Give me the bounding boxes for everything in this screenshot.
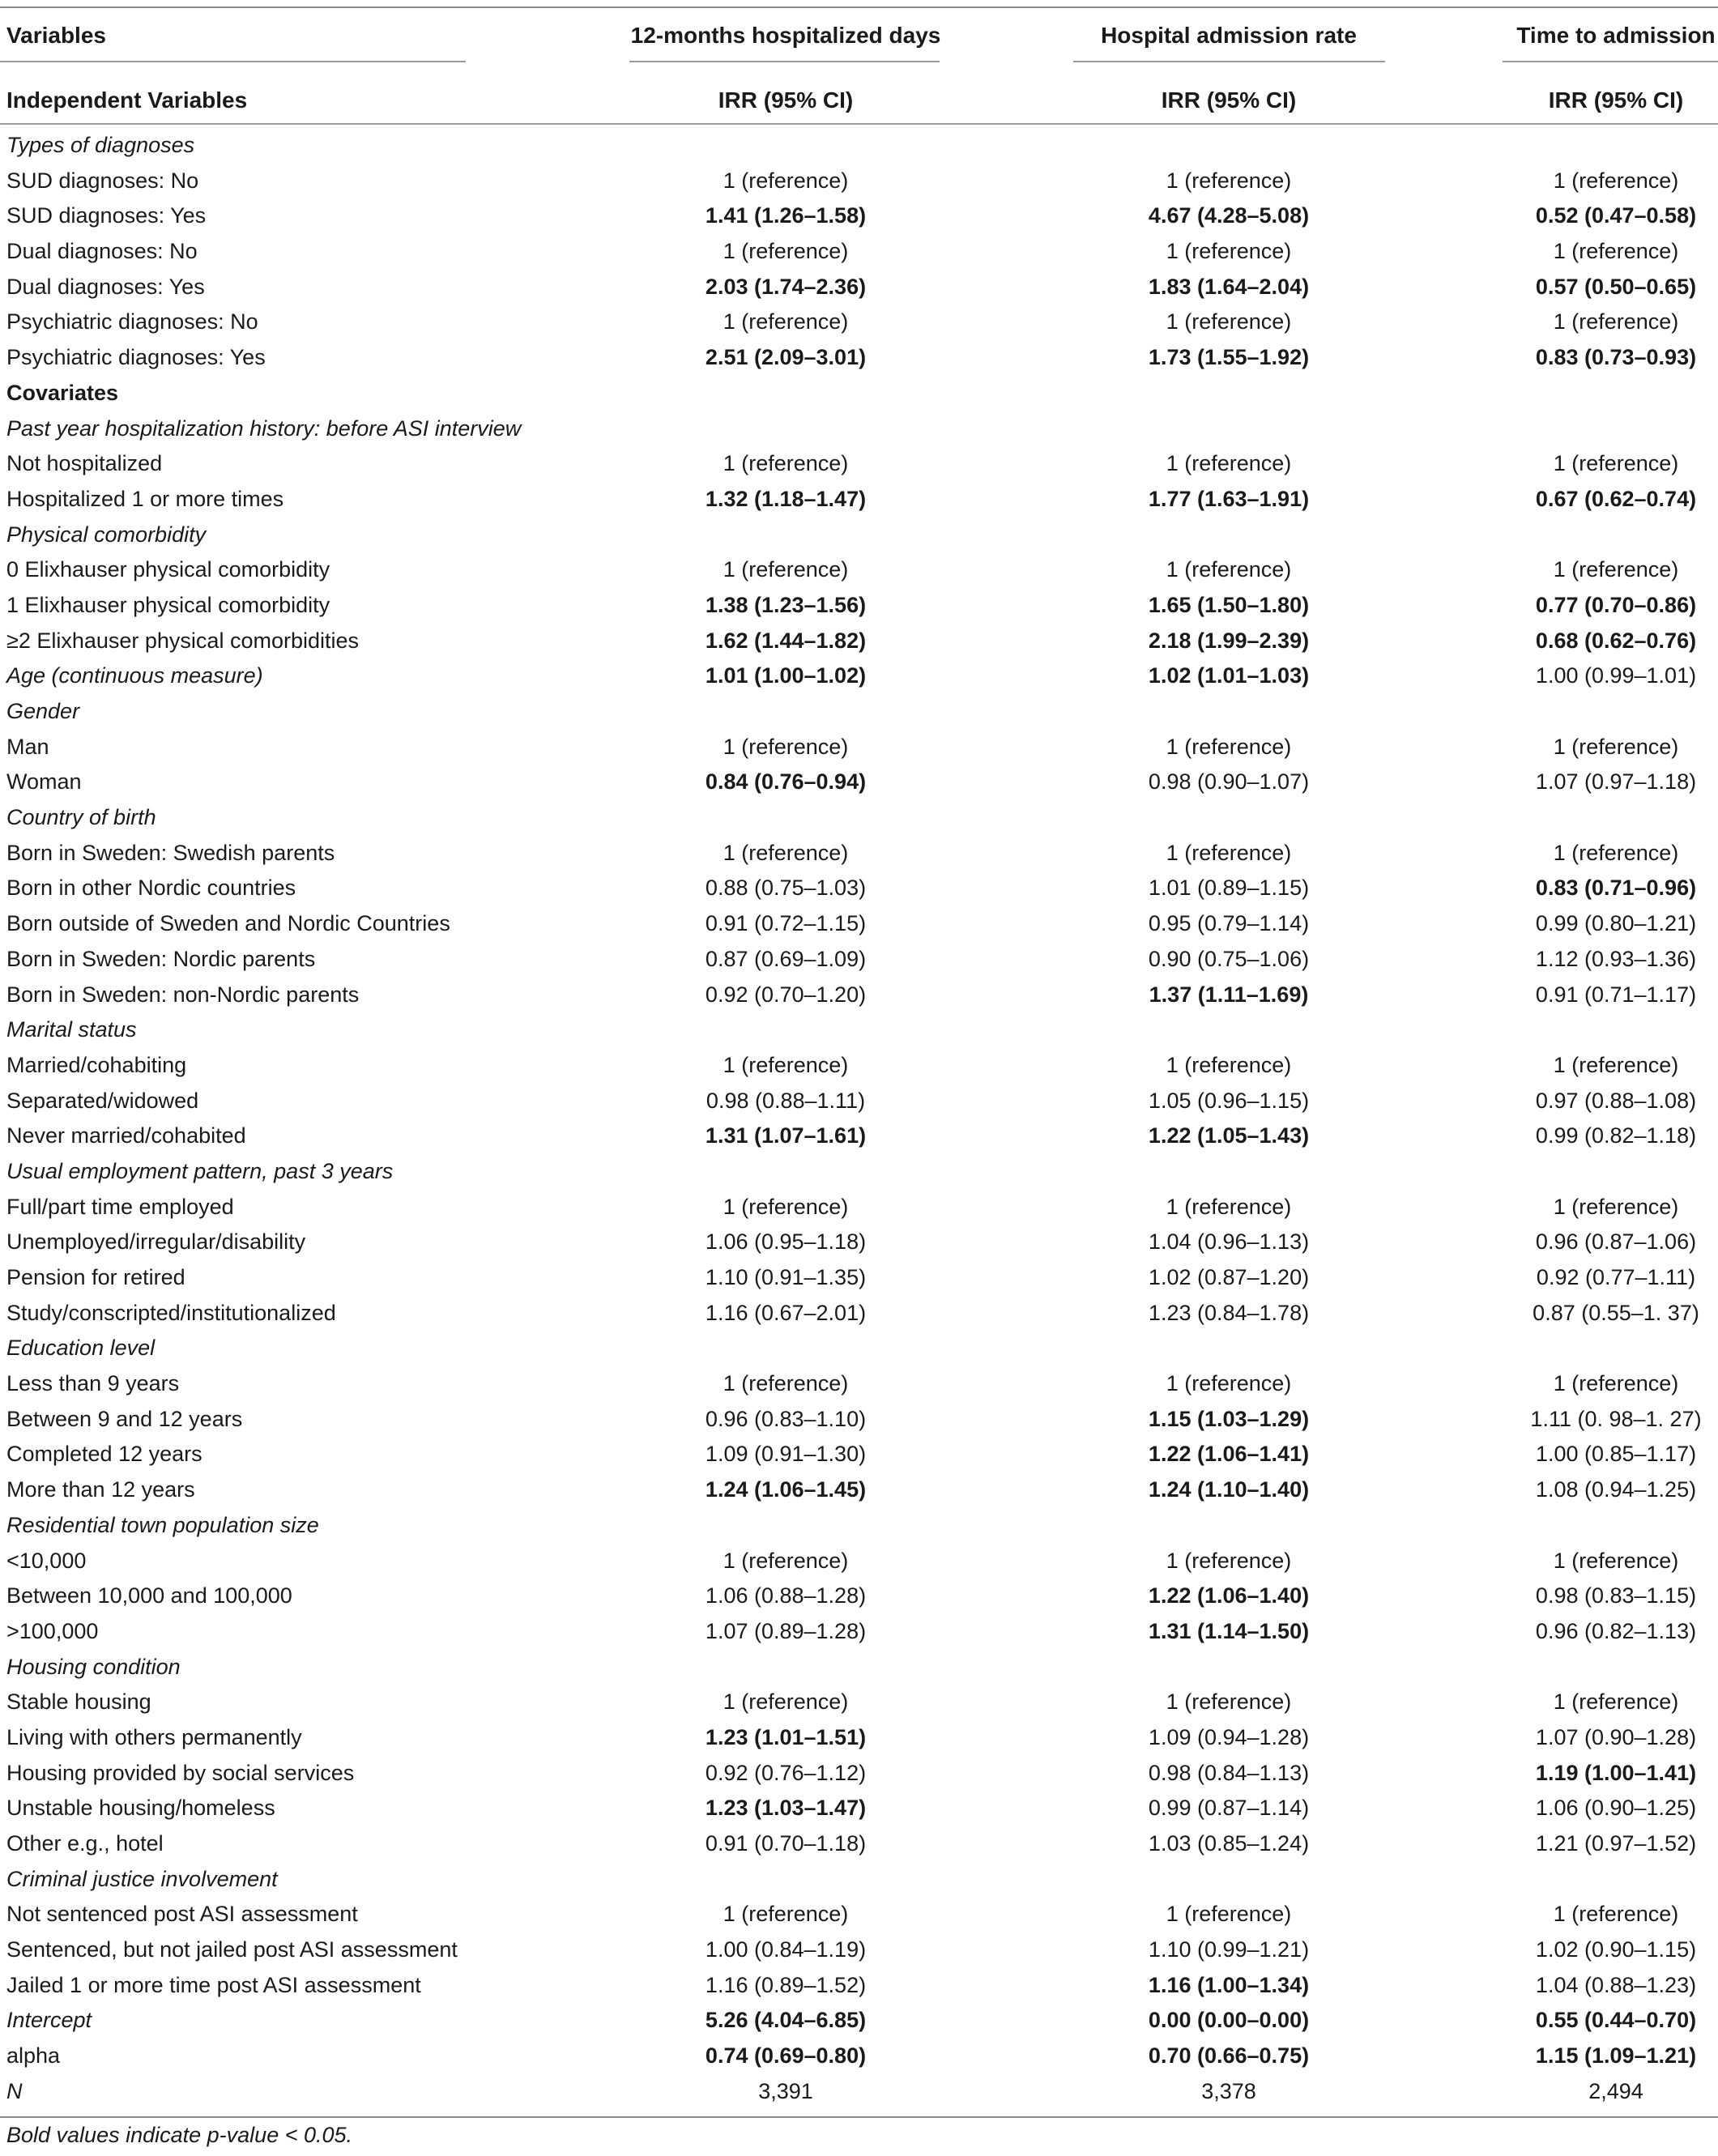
- time-to-admission-value: 1.00 (0.85–1.17): [1535, 1442, 1697, 1467]
- hospitalized-days-value: 0.96 (0.83–1.10): [705, 1406, 867, 1431]
- row-label: Not hospitalized: [6, 451, 163, 476]
- table-body: [0, 130, 1718, 2111]
- row-label: Less than 9 years: [6, 1371, 180, 1396]
- admission-rate-value: 1.10 (0.99–1.21): [1148, 1937, 1310, 1962]
- time-to-admission-value: 0.83 (0.73–0.93): [1535, 345, 1697, 370]
- time-to-admission-value: 1 (reference): [1553, 168, 1679, 193]
- row-label: Between 9 and 12 years: [6, 1406, 243, 1431]
- header-independent-variables: Independent Variables: [6, 87, 248, 113]
- table-row: [0, 554, 1718, 590]
- admission-rate-value: 1 (reference): [1166, 734, 1292, 759]
- hospitalized-days-value: 1.10 (0.91–1.35): [705, 1265, 867, 1289]
- header-row-1: [0, 11, 1718, 68]
- table-row: [0, 1050, 1718, 1085]
- row-label: Types of diagnoses: [6, 133, 195, 157]
- time-to-admission-value: 0.92 (0.77–1.11): [1536, 1265, 1696, 1289]
- time-to-admission-value: 1.11 (0. 98–1. 27): [1530, 1406, 1702, 1431]
- table-row: [0, 1758, 1718, 1793]
- time-to-admission-value: 1 (reference): [1553, 239, 1679, 264]
- time-to-admission-value: 1 (reference): [1553, 1194, 1679, 1219]
- header-irr-2: IRR (95% CI): [1161, 87, 1297, 113]
- table-row: [0, 1580, 1718, 1616]
- admission-rate-value: 1.73 (1.55–1.92): [1148, 345, 1310, 370]
- row-label: Intercept: [6, 2008, 92, 2033]
- table-row: [0, 1864, 1718, 1899]
- admission-rate-value: 0.98 (0.84–1.13): [1148, 1760, 1310, 1785]
- hospitalized-days-value: 1.31 (1.07–1.61): [705, 1123, 867, 1148]
- row-label: 0 Elixhauser physical comorbidity: [6, 557, 330, 582]
- table-row: [0, 625, 1718, 661]
- hospitalized-days-value: 1.00 (0.84–1.19): [705, 1937, 867, 1962]
- row-label: Never married/cohabited: [6, 1123, 246, 1148]
- hospitalized-days-value: 0.88 (0.75–1.03): [705, 876, 867, 901]
- row-label: Marital status: [6, 1017, 137, 1042]
- time-to-admission-value: 1.07 (0.90–1.28): [1535, 1724, 1697, 1749]
- time-to-admission-value: 0.68 (0.62–0.76): [1535, 628, 1697, 653]
- table-row: [0, 979, 1718, 1015]
- row-label: alpha: [6, 2043, 61, 2069]
- header-variables: Variables: [6, 23, 106, 48]
- hospitalized-days-value: 3,391: [758, 2078, 813, 2103]
- admission-rate-value: 1 (reference): [1166, 1902, 1292, 1927]
- hospitalized-days-value: 1.62 (1.44–1.82): [705, 628, 867, 653]
- admission-rate-value: 3,378: [1201, 2078, 1256, 2103]
- header-underline: [1073, 61, 1385, 62]
- admission-rate-value: 1.83 (1.64–2.04): [1148, 274, 1310, 299]
- admission-rate-value: 0.98 (0.90–1.07): [1148, 769, 1310, 795]
- time-to-admission-value: 0.83 (0.71–0.96): [1535, 876, 1697, 901]
- table-row: [0, 1438, 1718, 1474]
- table-row: [0, 1828, 1718, 1864]
- row-label: Covariates: [6, 380, 119, 405]
- time-to-admission-value: 1 (reference): [1553, 840, 1679, 865]
- row-label: Pension for retired: [6, 1265, 185, 1289]
- row-label: Stable housing: [6, 1689, 151, 1715]
- hospitalized-days-value: 2.51 (2.09–3.01): [705, 345, 867, 370]
- table-row: [0, 271, 1718, 307]
- hospitalized-days-value: 1 (reference): [723, 1548, 849, 1573]
- time-to-admission-value: 0.99 (0.80–1.21): [1535, 911, 1697, 936]
- table-row: [0, 908, 1718, 944]
- table-row: [0, 2005, 1718, 2040]
- admission-rate-value: 0.70 (0.66–0.75): [1148, 2043, 1310, 2069]
- admission-rate-value: 1.02 (0.87–1.20): [1148, 1265, 1310, 1289]
- admission-rate-value: 1.15 (1.03–1.29): [1148, 1406, 1310, 1431]
- hospitalized-days-value: 1 (reference): [723, 734, 849, 759]
- table-row: [0, 1545, 1718, 1581]
- hospitalized-days-value: 0.87 (0.69–1.09): [705, 946, 867, 971]
- table-row: [0, 1474, 1718, 1510]
- admission-rate-value: 1.04 (0.96–1.13): [1148, 1229, 1310, 1255]
- row-label: Sentenced, but not jailed post ASI assessment: [6, 1937, 458, 1962]
- row-label: Born in Sweden: Nordic parents: [6, 946, 316, 971]
- admission-rate-value: 1.37 (1.11–1.69): [1149, 982, 1309, 1007]
- time-to-admission-value: 1 (reference): [1553, 1371, 1679, 1396]
- time-to-admission-value: 1.08 (0.94–1.25): [1535, 1477, 1697, 1502]
- time-to-admission-value: 1 (reference): [1553, 451, 1679, 476]
- table-row: [0, 236, 1718, 271]
- time-to-admission-value: 0.87 (0.55–1. 37): [1533, 1300, 1699, 1325]
- time-to-admission-value: 2,494: [1588, 2078, 1643, 2103]
- hospitalized-days-value: 1 (reference): [723, 1371, 849, 1396]
- table-row: [0, 448, 1718, 484]
- hospitalized-days-value: 1 (reference): [723, 1052, 849, 1077]
- row-label: Other e.g., hotel: [6, 1831, 164, 1856]
- hospitalized-days-value: 1 (reference): [723, 451, 849, 476]
- admission-rate-value: 1 (reference): [1166, 840, 1292, 865]
- hospitalized-days-value: 0.92 (0.76–1.12): [705, 1760, 867, 1785]
- table-row: [0, 590, 1718, 625]
- time-to-admission-value: 1 (reference): [1553, 1689, 1679, 1715]
- hospitalized-days-value: 1.38 (1.23–1.56): [705, 592, 867, 617]
- time-to-admission-value: 1.15 (1.09–1.21): [1535, 2043, 1697, 2069]
- time-to-admission-value: 1 (reference): [1553, 1902, 1679, 1927]
- admission-rate-value: 1 (reference): [1166, 451, 1292, 476]
- header-underline: [629, 61, 940, 62]
- bottom-rule: [0, 2116, 1718, 2118]
- admission-rate-value: 1.22 (1.06–1.40): [1148, 1583, 1310, 1608]
- row-label: Born in Sweden: Swedish parents: [6, 840, 335, 865]
- time-to-admission-value: 0.96 (0.87–1.06): [1535, 1229, 1697, 1255]
- admission-rate-value: 1.16 (1.00–1.34): [1148, 1972, 1310, 1997]
- table-row: [0, 1722, 1718, 1758]
- hospitalized-days-value: 1.01 (1.00–1.02): [705, 663, 867, 688]
- admission-rate-value: 1.02 (1.01–1.03): [1148, 663, 1310, 688]
- hospitalized-days-value: 1 (reference): [723, 1194, 849, 1219]
- table-row: [0, 1191, 1718, 1227]
- admission-rate-value: 1 (reference): [1166, 1052, 1292, 1077]
- table-row: [0, 165, 1718, 201]
- admission-rate-value: 1.03 (0.85–1.24): [1148, 1831, 1310, 1856]
- header-hospitalized-days: 12-months hospitalized days: [630, 23, 941, 48]
- row-label: Born outside of Sweden and Nordic Countries: [6, 911, 450, 936]
- hospitalized-days-value: 1 (reference): [723, 1689, 849, 1715]
- hospitalized-days-value: 1.24 (1.06–1.45): [705, 1477, 867, 1502]
- row-label: Full/part time employed: [6, 1194, 234, 1219]
- hospitalized-days-value: 0.92 (0.70–1.20): [705, 982, 867, 1007]
- row-label: Unstable housing/homeless: [6, 1796, 275, 1821]
- row-label: Hospitalized 1 or more times: [6, 486, 284, 511]
- row-label: Dual diagnoses: No: [6, 239, 198, 264]
- time-to-admission-value: 0.52 (0.47–0.58): [1535, 203, 1697, 228]
- row-label: 1 Elixhauser physical comorbidity: [6, 592, 330, 617]
- time-to-admission-value: 1.21 (0.97–1.52): [1535, 1831, 1697, 1856]
- table-row: [0, 519, 1718, 555]
- admission-rate-value: 1.77 (1.63–1.91): [1148, 486, 1310, 511]
- time-to-admission-value: 1 (reference): [1553, 1052, 1679, 1077]
- header-underline: [1503, 61, 1718, 62]
- table-row: [0, 342, 1718, 377]
- row-label: Psychiatric diagnoses: No: [6, 309, 258, 334]
- row-label: Man: [6, 734, 49, 759]
- time-to-admission-value: 1.07 (0.97–1.18): [1535, 769, 1697, 795]
- hospitalized-days-value: 1.32 (1.18–1.47): [705, 486, 867, 511]
- hospitalized-days-value: 1 (reference): [723, 168, 849, 193]
- table-row: [0, 1332, 1718, 1368]
- admission-rate-value: 1 (reference): [1166, 557, 1292, 582]
- table-row: [0, 1085, 1718, 1121]
- row-label: <10,000: [6, 1548, 87, 1573]
- table-row: [0, 1368, 1718, 1404]
- table-row: [0, 731, 1718, 767]
- table-row: [0, 660, 1718, 696]
- row-label: Completed 12 years: [6, 1442, 202, 1467]
- header-bottom-rule: [0, 123, 1718, 125]
- admission-rate-value: 1 (reference): [1166, 168, 1292, 193]
- row-label: Housing provided by social services: [6, 1760, 355, 1785]
- row-label: Housing condition: [6, 1654, 181, 1679]
- row-label: Gender: [6, 699, 80, 723]
- admission-rate-value: 4.67 (4.28–5.08): [1148, 203, 1310, 228]
- admission-rate-value: 1.65 (1.50–1.80): [1148, 592, 1310, 617]
- time-to-admission-value: 1 (reference): [1553, 1548, 1679, 1573]
- row-label: Psychiatric diagnoses: Yes: [6, 345, 266, 370]
- table-row: [0, 944, 1718, 979]
- time-to-admission-value: 0.91 (0.71–1.17): [1535, 982, 1697, 1007]
- hospitalized-days-value: 1.06 (0.95–1.18): [705, 1229, 867, 1255]
- hospitalized-days-value: 0.84 (0.76–0.94): [705, 769, 867, 795]
- hospitalized-days-value: 1.09 (0.91–1.30): [705, 1442, 867, 1467]
- admission-rate-value: 0.90 (0.75–1.06): [1148, 946, 1310, 971]
- hospitalized-days-value: 1.16 (0.67–2.01): [705, 1300, 867, 1325]
- admission-rate-value: 1.01 (0.89–1.15): [1148, 876, 1310, 901]
- time-to-admission-value: 0.55 (0.44–0.70): [1535, 2008, 1697, 2033]
- admission-rate-value: 1.24 (1.10–1.40): [1148, 1477, 1310, 1502]
- time-to-admission-value: 1.12 (0.93–1.36): [1535, 946, 1697, 971]
- row-label: Married/cohabiting: [6, 1052, 187, 1077]
- table-row: [0, 1226, 1718, 1262]
- table-row: [0, 2076, 1718, 2111]
- table-row: [0, 1898, 1718, 1934]
- table-row: [0, 696, 1718, 731]
- hospitalized-days-value: 0.74 (0.69–0.80): [705, 2043, 867, 2069]
- hospitalized-days-value: 0.98 (0.88–1.11): [706, 1088, 866, 1113]
- hospitalized-days-value: 1 (reference): [723, 309, 849, 334]
- hospitalized-days-value: 1.06 (0.88–1.28): [705, 1583, 867, 1608]
- admission-rate-value: 1 (reference): [1166, 309, 1292, 334]
- time-to-admission-value: 1.04 (0.88–1.23): [1535, 1972, 1697, 1997]
- time-to-admission-value: 0.97 (0.88–1.08): [1535, 1088, 1697, 1113]
- admission-rate-value: 1 (reference): [1166, 1548, 1292, 1573]
- hospitalized-days-value: 1 (reference): [723, 840, 849, 865]
- table-row: [0, 1616, 1718, 1651]
- row-label: Not sentenced post ASI assessment: [6, 1902, 358, 1927]
- table-row: [0, 1934, 1718, 1970]
- table-row: [0, 306, 1718, 342]
- row-label: Criminal justice involvement: [6, 1866, 278, 1891]
- admission-rate-value: 1 (reference): [1166, 1371, 1292, 1396]
- row-label: More than 12 years: [6, 1477, 195, 1502]
- header-irr-1: IRR (95% CI): [718, 87, 854, 113]
- row-label: Born in other Nordic countries: [6, 876, 296, 901]
- row-label: Physical comorbidity: [6, 522, 207, 547]
- admission-rate-value: 1.22 (1.06–1.41): [1148, 1442, 1310, 1467]
- time-to-admission-value: 1.00 (0.99–1.01): [1535, 663, 1697, 688]
- admission-rate-value: 1.31 (1.14–1.50): [1148, 1618, 1310, 1643]
- row-label: Age (continuous measure): [6, 663, 263, 688]
- row-label: SUD diagnoses: Yes: [6, 203, 207, 228]
- table-row: [0, 413, 1718, 449]
- row-label: SUD diagnoses: No: [6, 168, 199, 193]
- row-label: Dual diagnoses: Yes: [6, 274, 205, 299]
- row-label: Usual employment pattern, past 3 years: [6, 1158, 394, 1183]
- table-row: [0, 1686, 1718, 1722]
- hospitalized-days-value: 2.03 (1.74–2.36): [705, 274, 867, 299]
- table-row: [0, 1510, 1718, 1545]
- admission-rate-value: 1 (reference): [1166, 239, 1292, 264]
- time-to-admission-value: 0.96 (0.82–1.13): [1535, 1618, 1697, 1643]
- table-row: [0, 1262, 1718, 1297]
- table-row: [0, 484, 1718, 519]
- hospitalized-days-value: 1.41 (1.26–1.58): [705, 203, 867, 228]
- time-to-admission-value: 0.77 (0.70–0.86): [1535, 592, 1697, 617]
- row-label: Residential town population size: [6, 1512, 319, 1537]
- hospitalized-days-value: 1.23 (1.03–1.47): [705, 1796, 867, 1821]
- admission-rate-value: 1.09 (0.94–1.28): [1148, 1724, 1310, 1749]
- table-row: [0, 1120, 1718, 1156]
- header-underline: [0, 61, 466, 62]
- top-rule: [0, 6, 1718, 8]
- row-label: Education level: [6, 1336, 156, 1361]
- hospitalized-days-value: 1 (reference): [723, 239, 849, 264]
- time-to-admission-value: 1.02 (0.90–1.15): [1535, 1937, 1697, 1962]
- time-to-admission-value: 1.06 (0.90–1.25): [1535, 1796, 1697, 1821]
- admission-rate-value: 1.05 (0.96–1.15): [1148, 1088, 1310, 1113]
- row-label: N: [6, 2078, 23, 2103]
- table-row: [0, 1014, 1718, 1050]
- hospitalized-days-value: 1.07 (0.89–1.28): [705, 1618, 867, 1643]
- time-to-admission-value: 0.98 (0.83–1.15): [1535, 1583, 1697, 1608]
- hospitalized-days-value: 5.26 (4.04–6.85): [705, 2008, 867, 2033]
- time-to-admission-value: 1 (reference): [1553, 557, 1679, 582]
- row-label: Woman: [6, 769, 82, 795]
- hospitalized-days-value: 0.91 (0.70–1.18): [705, 1831, 867, 1856]
- footnote: Bold values indicate p-value < 0.05.: [6, 2123, 353, 2148]
- admission-rate-value: 2.18 (1.99–2.39): [1148, 628, 1310, 653]
- table-row: [0, 802, 1718, 837]
- row-label: Separated/widowed: [6, 1088, 199, 1113]
- time-to-admission-value: 0.67 (0.62–0.74): [1535, 486, 1697, 511]
- table-row: [0, 200, 1718, 236]
- time-to-admission-value: 1 (reference): [1553, 309, 1679, 334]
- hospitalized-days-value: 0.91 (0.72–1.15): [705, 911, 867, 936]
- row-label: ≥2 Elixhauser physical comorbidities: [6, 628, 360, 653]
- table-row: [0, 837, 1718, 873]
- row-label: Study/conscripted/institutionalized: [6, 1300, 336, 1325]
- header-admission-rate: Hospital admission rate: [1101, 23, 1357, 48]
- admission-rate-value: 0.99 (0.87–1.14): [1148, 1796, 1310, 1821]
- time-to-admission-value: 0.99 (0.82–1.18): [1535, 1123, 1697, 1148]
- admission-rate-value: 1.23 (0.84–1.78): [1148, 1300, 1310, 1325]
- time-to-admission-value: 0.57 (0.50–0.65): [1535, 274, 1697, 299]
- time-to-admission-value: 1.19 (1.00–1.41): [1535, 1760, 1697, 1785]
- admission-rate-value: 1 (reference): [1166, 1194, 1292, 1219]
- row-label: Between 10,000 and 100,000: [6, 1583, 292, 1608]
- table-row: [0, 377, 1718, 413]
- hospitalized-days-value: 1 (reference): [723, 1902, 849, 1927]
- table-row: [0, 130, 1718, 165]
- header-irr-3: IRR (95% CI): [1548, 87, 1684, 113]
- table-row: [0, 1792, 1718, 1828]
- row-label: Born in Sweden: non-Nordic parents: [6, 982, 360, 1007]
- time-to-admission-value: 1 (reference): [1553, 734, 1679, 759]
- row-label: Country of birth: [6, 805, 156, 830]
- admission-rate-value: 1 (reference): [1166, 1689, 1292, 1715]
- table-row: [0, 766, 1718, 802]
- table-row: [0, 1970, 1718, 2005]
- admission-rate-value: 0.00 (0.00–0.00): [1148, 2008, 1310, 2033]
- hospitalized-days-value: 1 (reference): [723, 557, 849, 582]
- row-label: Jailed 1 or more time post ASI assessment: [6, 1972, 421, 1997]
- hospitalized-days-value: 1.16 (0.89–1.52): [705, 1972, 867, 1997]
- row-label: Past year hospitalization history: before ASI interview: [6, 415, 522, 441]
- admission-rate-value: 1.22 (1.05–1.43): [1148, 1123, 1310, 1148]
- row-label: Unemployed/irregular/disability: [6, 1229, 306, 1255]
- table-row: [0, 1404, 1718, 1439]
- table-row: [0, 2040, 1718, 2076]
- table-row: [0, 1297, 1718, 1333]
- header-time-to-admission: Time to admission: [1516, 23, 1716, 48]
- row-label: Living with others permanently: [6, 1724, 302, 1749]
- row-label: >100,000: [6, 1618, 99, 1643]
- admission-rate-value: 0.95 (0.79–1.14): [1148, 911, 1310, 936]
- table-row: [0, 1651, 1718, 1687]
- table-row: [0, 1156, 1718, 1191]
- table-row: [0, 872, 1718, 908]
- hospitalized-days-value: 1.23 (1.01–1.51): [705, 1724, 867, 1749]
